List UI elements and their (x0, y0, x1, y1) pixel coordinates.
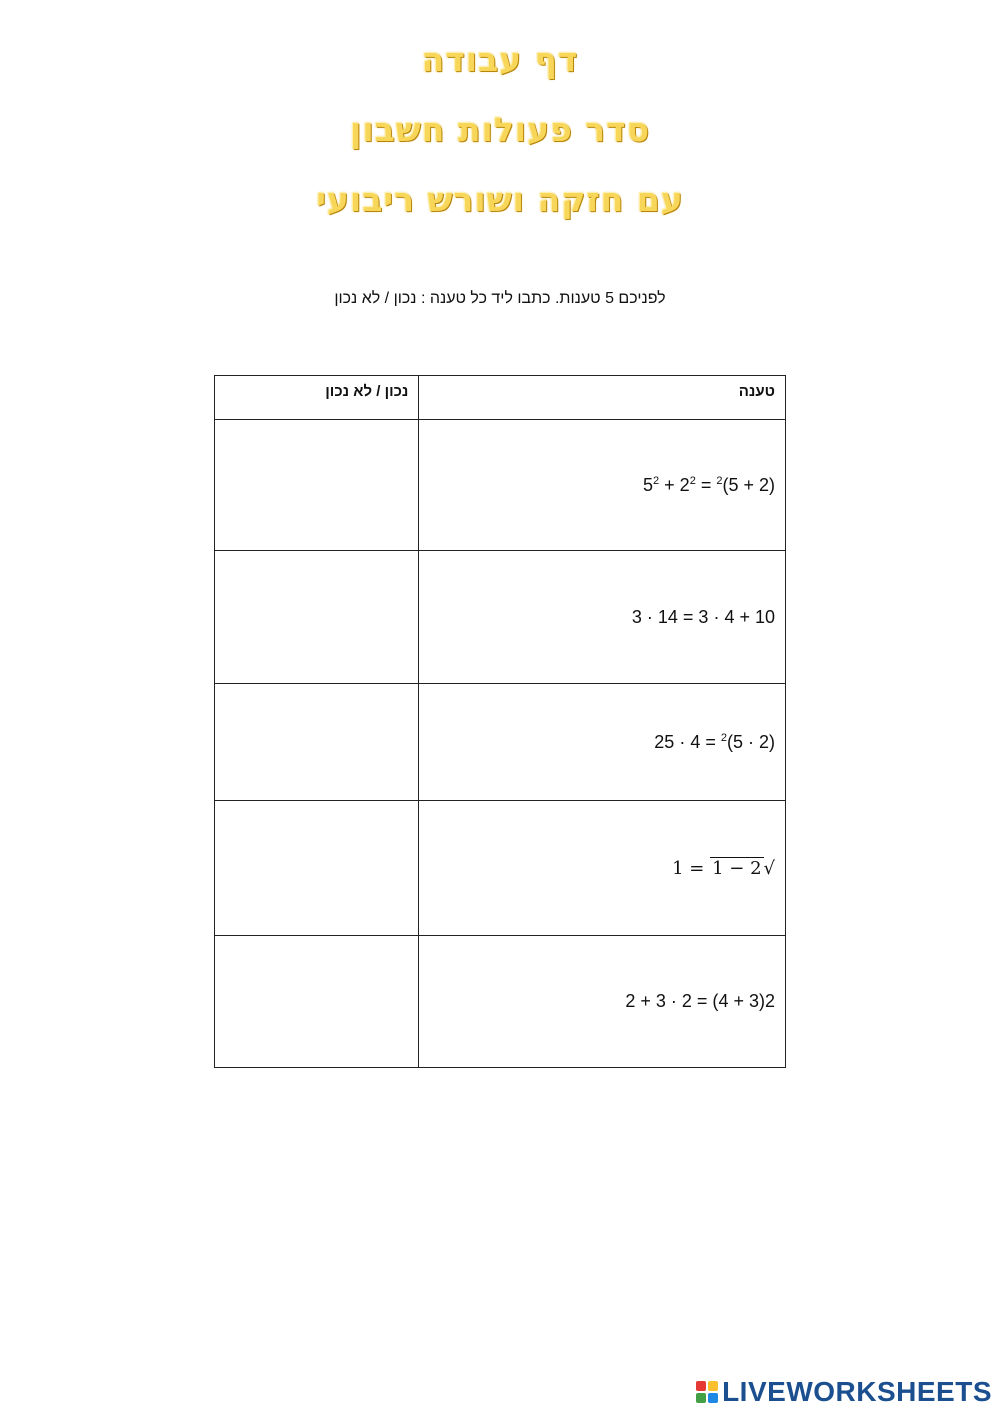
liveworksheets-brand (696, 1375, 992, 1409)
answer-cell-5[interactable] (215, 936, 419, 1068)
claim-3: $(2 \cdot 5)^2 = 4 \cdot 25$ (419, 684, 786, 801)
table-row (215, 551, 786, 684)
header-claim: טענה (419, 376, 786, 420)
claim-4: √2 − 1 = 1 (419, 801, 786, 936)
instructions: לפניכם 5 טענות. כתבו ליד כל טענה : נכון / לא נכון (334, 290, 666, 307)
claim-5: 2(3 + 4) = 2 · 3 + 2 (419, 936, 786, 1068)
title-line-1: דף עבודה (421, 40, 579, 79)
answer-cell-3[interactable] (215, 684, 419, 801)
table-row (215, 420, 786, 551)
claim-1: $(2 + 5)^2 = 2^2 + 5^2$ (419, 420, 786, 551)
answer-cell-1[interactable] (215, 420, 419, 551)
brand-name: LIVEWORKSHEETS (722, 1376, 992, 1407)
table-row (215, 684, 786, 801)
answer-cell-2[interactable] (215, 551, 419, 684)
claim-2: 10 + 4 · 3 = 14 · 3 (419, 551, 786, 684)
liveworksheets-logo-icon (696, 1381, 718, 1403)
answer-cell-4[interactable] (215, 801, 419, 936)
header-answer: נכון / לא נכון (215, 376, 419, 420)
title-line-2: סדר פעולות חשבון (350, 110, 650, 149)
table-header-row (215, 376, 786, 420)
table-row (215, 936, 786, 1068)
claims-table (214, 375, 786, 1068)
title-line-3: עם חזקה ושורש ריבועי (316, 180, 684, 219)
table-row (215, 801, 786, 936)
